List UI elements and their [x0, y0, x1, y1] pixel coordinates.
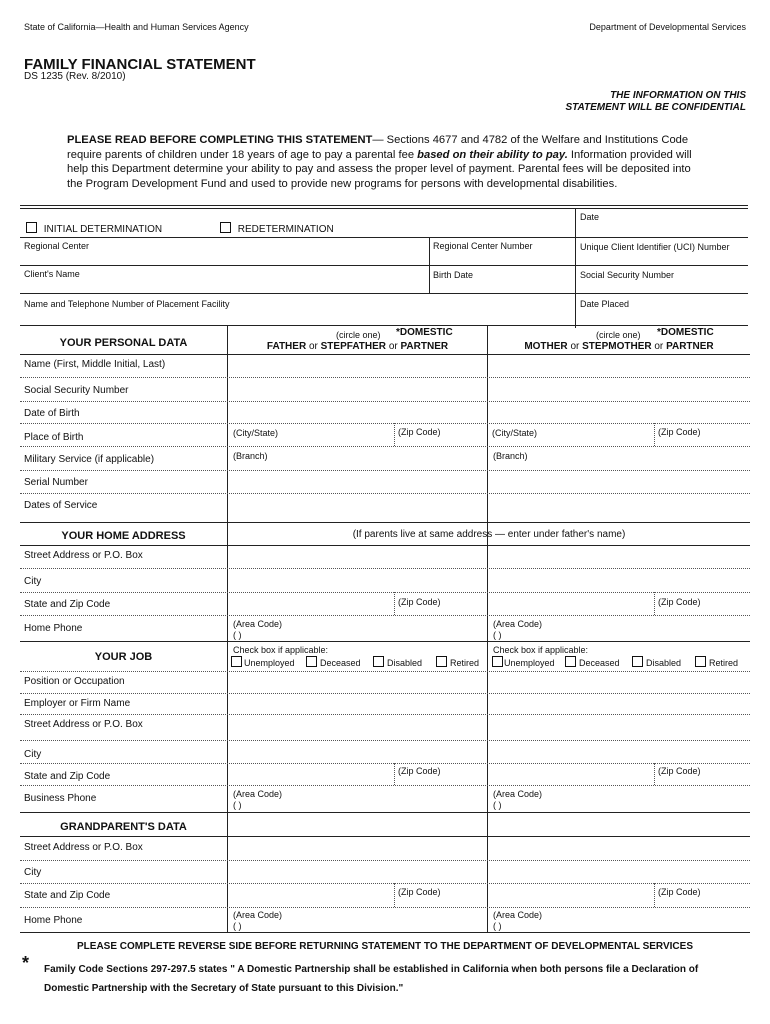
divider: [20, 545, 750, 546]
mother-deceased-label: Deceased: [579, 658, 620, 668]
redetermination-option: [220, 222, 334, 235]
father-retired-option: [436, 656, 479, 668]
serial-number-label: Serial Number: [24, 477, 88, 488]
father-domestic-label: *DOMESTIC: [396, 327, 453, 338]
divider: [20, 237, 748, 238]
home-address-heading: YOUR HOME ADDRESS: [61, 530, 186, 542]
row-divider: [20, 446, 750, 447]
form-number: DS 1235 (Rev. 8/2010): [24, 71, 126, 82]
divider: [20, 354, 750, 355]
intro-line-2c: Information provided will: [567, 148, 692, 161]
parent-ssn-label: Social Security Number: [24, 385, 129, 396]
regional-center-input[interactable]: [26, 252, 424, 266]
or-text: or: [654, 341, 664, 352]
divider: [654, 763, 655, 785]
father-check-if-label: Check box if applicable:: [233, 645, 329, 655]
job-heading: YOUR JOB: [94, 651, 153, 663]
father-city-state-label: (City/State): [233, 428, 279, 438]
date-label: Date: [580, 212, 600, 222]
placement-facility-input[interactable]: [26, 311, 571, 325]
placement-facility-label: Name and Telephone Number of Placement Facility: [24, 299, 230, 309]
row-divider: [20, 592, 750, 593]
divider: [654, 423, 655, 446]
mother-branch-label: (Branch): [493, 451, 528, 461]
father-dob-input[interactable]: [232, 408, 482, 422]
divider: [394, 883, 395, 907]
father-ssn-input[interactable]: [232, 385, 482, 399]
father-pob-zip-label: (Zip Code): [398, 427, 441, 437]
divider: [20, 293, 748, 294]
divider: [20, 208, 748, 209]
grand-state-zip-label: State and Zip Code: [24, 890, 111, 901]
mother-home-street-input[interactable]: [492, 552, 744, 566]
initial-determination-checkbox[interactable]: [26, 222, 37, 233]
divider: [20, 522, 750, 523]
father-home-city-input[interactable]: [232, 576, 482, 590]
row-divider: [20, 423, 750, 424]
mother-retired-checkbox[interactable]: [695, 656, 706, 667]
row-divider: [20, 615, 750, 616]
regional-center-number-input[interactable]: [435, 252, 571, 266]
father-employer-input[interactable]: [232, 698, 482, 712]
stepfather-option[interactable]: STEPFATHER: [320, 341, 387, 352]
mother-position-input[interactable]: [492, 677, 744, 691]
divider: [20, 812, 750, 813]
father-option[interactable]: FATHER: [266, 341, 307, 352]
mother-grand-zip-label: (Zip Code): [658, 887, 701, 897]
mother-check-if-label: Check box if applicable:: [493, 645, 589, 655]
home-city-label: City: [24, 576, 42, 587]
business-phone-label: Business Phone: [24, 793, 97, 804]
row-divider: [20, 401, 750, 402]
confidential-notice-line-1: THE INFORMATION ON THIS: [610, 90, 746, 101]
row-divider: [20, 377, 750, 378]
job-city-label: City: [24, 749, 42, 760]
divider: [394, 592, 395, 615]
father-home-street-input[interactable]: [232, 552, 482, 566]
grand-street-label: Street Address or P.O. Box: [24, 842, 143, 853]
mother-circle-one: (circle one): [596, 330, 641, 340]
mother-grand-area-code: (Area Code): [493, 910, 543, 920]
client-ssn-input[interactable]: [582, 280, 742, 294]
or-text: or: [570, 341, 580, 352]
mother-job-zip-label: (Zip Code): [658, 766, 701, 776]
pob-label: Place of Birth: [24, 432, 84, 443]
father-disabled-label: Disabled: [387, 658, 423, 668]
mother-area-code-label: (Area Code): [493, 619, 543, 629]
father-status-options: [231, 656, 295, 668]
mother-service-dates-input[interactable]: [492, 500, 744, 514]
uci-label: Unique Client Identifier (UCI) Number: [580, 242, 730, 252]
mother-grand-street-input[interactable]: [492, 842, 744, 856]
job-state-zip-label: State and Zip Code: [24, 771, 111, 782]
father-name-input[interactable]: [232, 360, 482, 374]
mother-employer-input[interactable]: [492, 698, 744, 712]
father-deceased-label: Deceased: [320, 658, 361, 668]
redetermination-label: REDETERMINATION: [237, 224, 334, 235]
mother-grand-parens: ( ): [493, 921, 502, 931]
mother-name-input[interactable]: [492, 360, 744, 374]
father-circle-one: (circle one): [336, 330, 381, 340]
row-divider: [20, 470, 750, 471]
mother-disabled-option: [632, 656, 681, 668]
home-phone-label: Home Phone: [24, 623, 83, 634]
column-divider: [487, 325, 488, 932]
row-divider: [20, 883, 750, 884]
intro-lead: PLEASE READ BEFORE COMPLETING THIS STATEMENT: [67, 134, 373, 146]
father-disabled-checkbox[interactable]: [373, 656, 384, 667]
redetermination-checkbox[interactable]: [220, 222, 231, 233]
father-unemployed-label: Unemployed: [244, 658, 295, 668]
father-unemployed-checkbox[interactable]: [231, 656, 242, 667]
mother-deceased-option: [565, 656, 620, 668]
father-grand-area-code: (Area Code): [233, 910, 283, 920]
divider: [20, 325, 748, 326]
divider: [654, 592, 655, 615]
or-text: or: [308, 341, 318, 352]
father-area-code-label: (Area Code): [233, 619, 283, 629]
date-placed-input[interactable]: [582, 311, 742, 325]
stepmother-option[interactable]: STEPMOTHER: [582, 341, 652, 352]
father-grand-parens: ( ): [233, 921, 242, 931]
personal-data-heading: YOUR PERSONAL DATA: [59, 337, 188, 349]
father-home-zip-label: (Zip Code): [398, 597, 441, 607]
position-label: Position or Occupation: [24, 676, 125, 687]
father-deceased-checkbox[interactable]: [306, 656, 317, 667]
intro-paragraph: [67, 133, 757, 191]
row-divider: [20, 785, 750, 786]
regional-center-number-label: Regional Center Number: [433, 241, 533, 251]
domestic-partnership-note-line-1: Family Code Sections 297-297.5 states " A Domestic Partnership shall be established in California when both persons file a Declaration of: [44, 964, 699, 975]
military-label: Military Service (if applicable): [24, 454, 155, 465]
intro-line-3: help this Department determine your ability to pay and assess the proper level of payment. Parental fees will be deposited into: [67, 163, 691, 175]
mother-grand-city-input[interactable]: [492, 866, 744, 880]
father-business-area-code: (Area Code): [233, 789, 283, 799]
grandparents-heading: GRANDPARENT'S DATA: [60, 821, 187, 833]
father-retired-label: Retired: [450, 658, 480, 668]
or-text: or: [388, 341, 398, 352]
divider: [654, 883, 655, 907]
mother-column-heading: [488, 341, 750, 352]
row-divider: [20, 568, 750, 569]
father-business-parens: ( ): [233, 800, 242, 810]
mother-retired-option: [695, 656, 738, 668]
divider: [20, 205, 748, 206]
department-header: Department of Developmental Services: [589, 22, 746, 32]
father-job-city-input[interactable]: [232, 748, 482, 762]
mother-unemployed-option: [492, 656, 555, 668]
mother-unemployed-label: Unemployed: [504, 658, 555, 668]
row-divider: [20, 714, 750, 715]
mother-business-parens: ( ): [493, 800, 502, 810]
clients-name-input[interactable]: [26, 280, 424, 294]
confidential-notice-line-2: STATEMENT WILL BE CONFIDENTIAL: [565, 102, 746, 113]
initial-determination-option: [26, 222, 162, 235]
divider: [20, 836, 750, 837]
divider: [394, 423, 395, 446]
father-grand-street-input[interactable]: [232, 842, 482, 856]
mother-option[interactable]: MOTHER: [524, 341, 568, 352]
father-service-dates-input[interactable]: [232, 500, 482, 514]
divider: [20, 641, 750, 642]
agency-header: State of California—Health and Human Services Agency: [24, 22, 249, 32]
column-divider: [227, 325, 228, 932]
row-divider: [20, 860, 750, 861]
mother-domestic-label: *DOMESTIC: [657, 327, 714, 338]
mother-ssn-input[interactable]: [492, 385, 744, 399]
mother-partner-option[interactable]: PARTNER: [666, 341, 714, 352]
divider: [575, 208, 576, 328]
mother-disabled-checkbox[interactable]: [632, 656, 643, 667]
father-area-code-parens: ( ): [233, 630, 242, 640]
date-placed-label: Date Placed: [580, 299, 630, 309]
name-label: Name (First, Middle Initial, Last): [24, 359, 166, 370]
mother-area-code-parens: ( ): [493, 630, 502, 640]
father-grand-city-input[interactable]: [232, 866, 482, 880]
father-position-input[interactable]: [232, 677, 482, 691]
regional-center-label: Regional Center: [24, 241, 90, 251]
mother-serial-input[interactable]: [492, 477, 744, 491]
grand-phone-label: Home Phone: [24, 915, 83, 926]
father-column-heading: [228, 341, 487, 352]
form-title: FAMILY FINANCIAL STATEMENT: [24, 56, 256, 73]
dates-of-service-label: Dates of Service: [24, 500, 98, 511]
birth-date-label: Birth Date: [433, 270, 474, 280]
mother-job-street-input[interactable]: [492, 720, 744, 734]
intro-line-2a: require parents of children under 18 years of age to pay a parental fee: [67, 148, 418, 161]
father-branch-label: (Branch): [233, 451, 268, 461]
intro-line-4: the Program Development Fund and used to provide new programs for persons with developmental disabilities.: [67, 177, 618, 190]
mother-disabled-label: Disabled: [646, 658, 682, 668]
home-street-label: Street Address or P.O. Box: [24, 550, 143, 561]
reverse-side-notice: PLEASE COMPLETE REVERSE SIDE BEFORE RETURNING STATEMENT TO THE DEPARTMENT OF DEVELOPMENTAL SERVICES: [77, 941, 693, 952]
intro-line-2b: based on their ability to pay.: [417, 148, 568, 161]
mother-home-zip-label: (Zip Code): [658, 597, 701, 607]
employer-label: Employer or Firm Name: [24, 698, 131, 709]
mother-job-city-input[interactable]: [492, 748, 744, 762]
grand-city-label: City: [24, 867, 42, 878]
row-divider: [20, 693, 750, 694]
intro-text-1: — Sections 4677 and 4782 of the Welfare and Institutions Code: [372, 134, 689, 146]
mother-city-state-label: (City/State): [492, 428, 538, 438]
dob-label: Date of Birth: [24, 408, 80, 419]
home-address-note: (If parents live at same address — enter under father's name): [352, 529, 626, 540]
father-disabled-option: [373, 656, 422, 668]
divider: [20, 932, 750, 933]
divider: [20, 265, 748, 266]
row-divider: [20, 763, 750, 764]
father-job-street-input[interactable]: [232, 720, 482, 734]
father-grand-zip-label: (Zip Code): [398, 887, 441, 897]
row-divider: [20, 671, 750, 672]
initial-determination-label: INITIAL DETERMINATION: [43, 224, 163, 235]
father-job-zip-label: (Zip Code): [398, 766, 441, 776]
home-state-zip-label: State and Zip Code: [24, 599, 111, 610]
job-street-label: Street Address or P.O. Box: [24, 719, 143, 730]
mother-business-area-code: (Area Code): [493, 789, 543, 799]
asterisk-mark: *: [22, 953, 30, 973]
uci-input[interactable]: [582, 252, 742, 266]
mother-home-city-input[interactable]: [492, 576, 744, 590]
father-retired-checkbox[interactable]: [436, 656, 447, 667]
clients-name-label: Client's Name: [24, 269, 80, 279]
date-input[interactable]: [582, 224, 742, 238]
mother-deceased-checkbox[interactable]: [565, 656, 576, 667]
divider: [394, 763, 395, 785]
mother-retired-label: Retired: [709, 658, 739, 668]
mother-pob-zip-label: (Zip Code): [658, 427, 701, 437]
mother-unemployed-checkbox[interactable]: [492, 656, 503, 667]
row-divider: [20, 493, 750, 494]
mother-dob-input[interactable]: [492, 408, 744, 422]
row-divider: [20, 740, 750, 741]
birth-date-input[interactable]: [435, 280, 571, 294]
father-deceased-option: [306, 656, 361, 668]
row-divider: [20, 907, 750, 908]
father-partner-option[interactable]: PARTNER: [400, 341, 449, 352]
domestic-partnership-note-line-2: Domestic Partnership with the Secretary of State pursuant to this Division.": [44, 983, 404, 994]
client-ssn-label: Social Security Number: [580, 270, 675, 280]
father-serial-input[interactable]: [232, 477, 482, 491]
